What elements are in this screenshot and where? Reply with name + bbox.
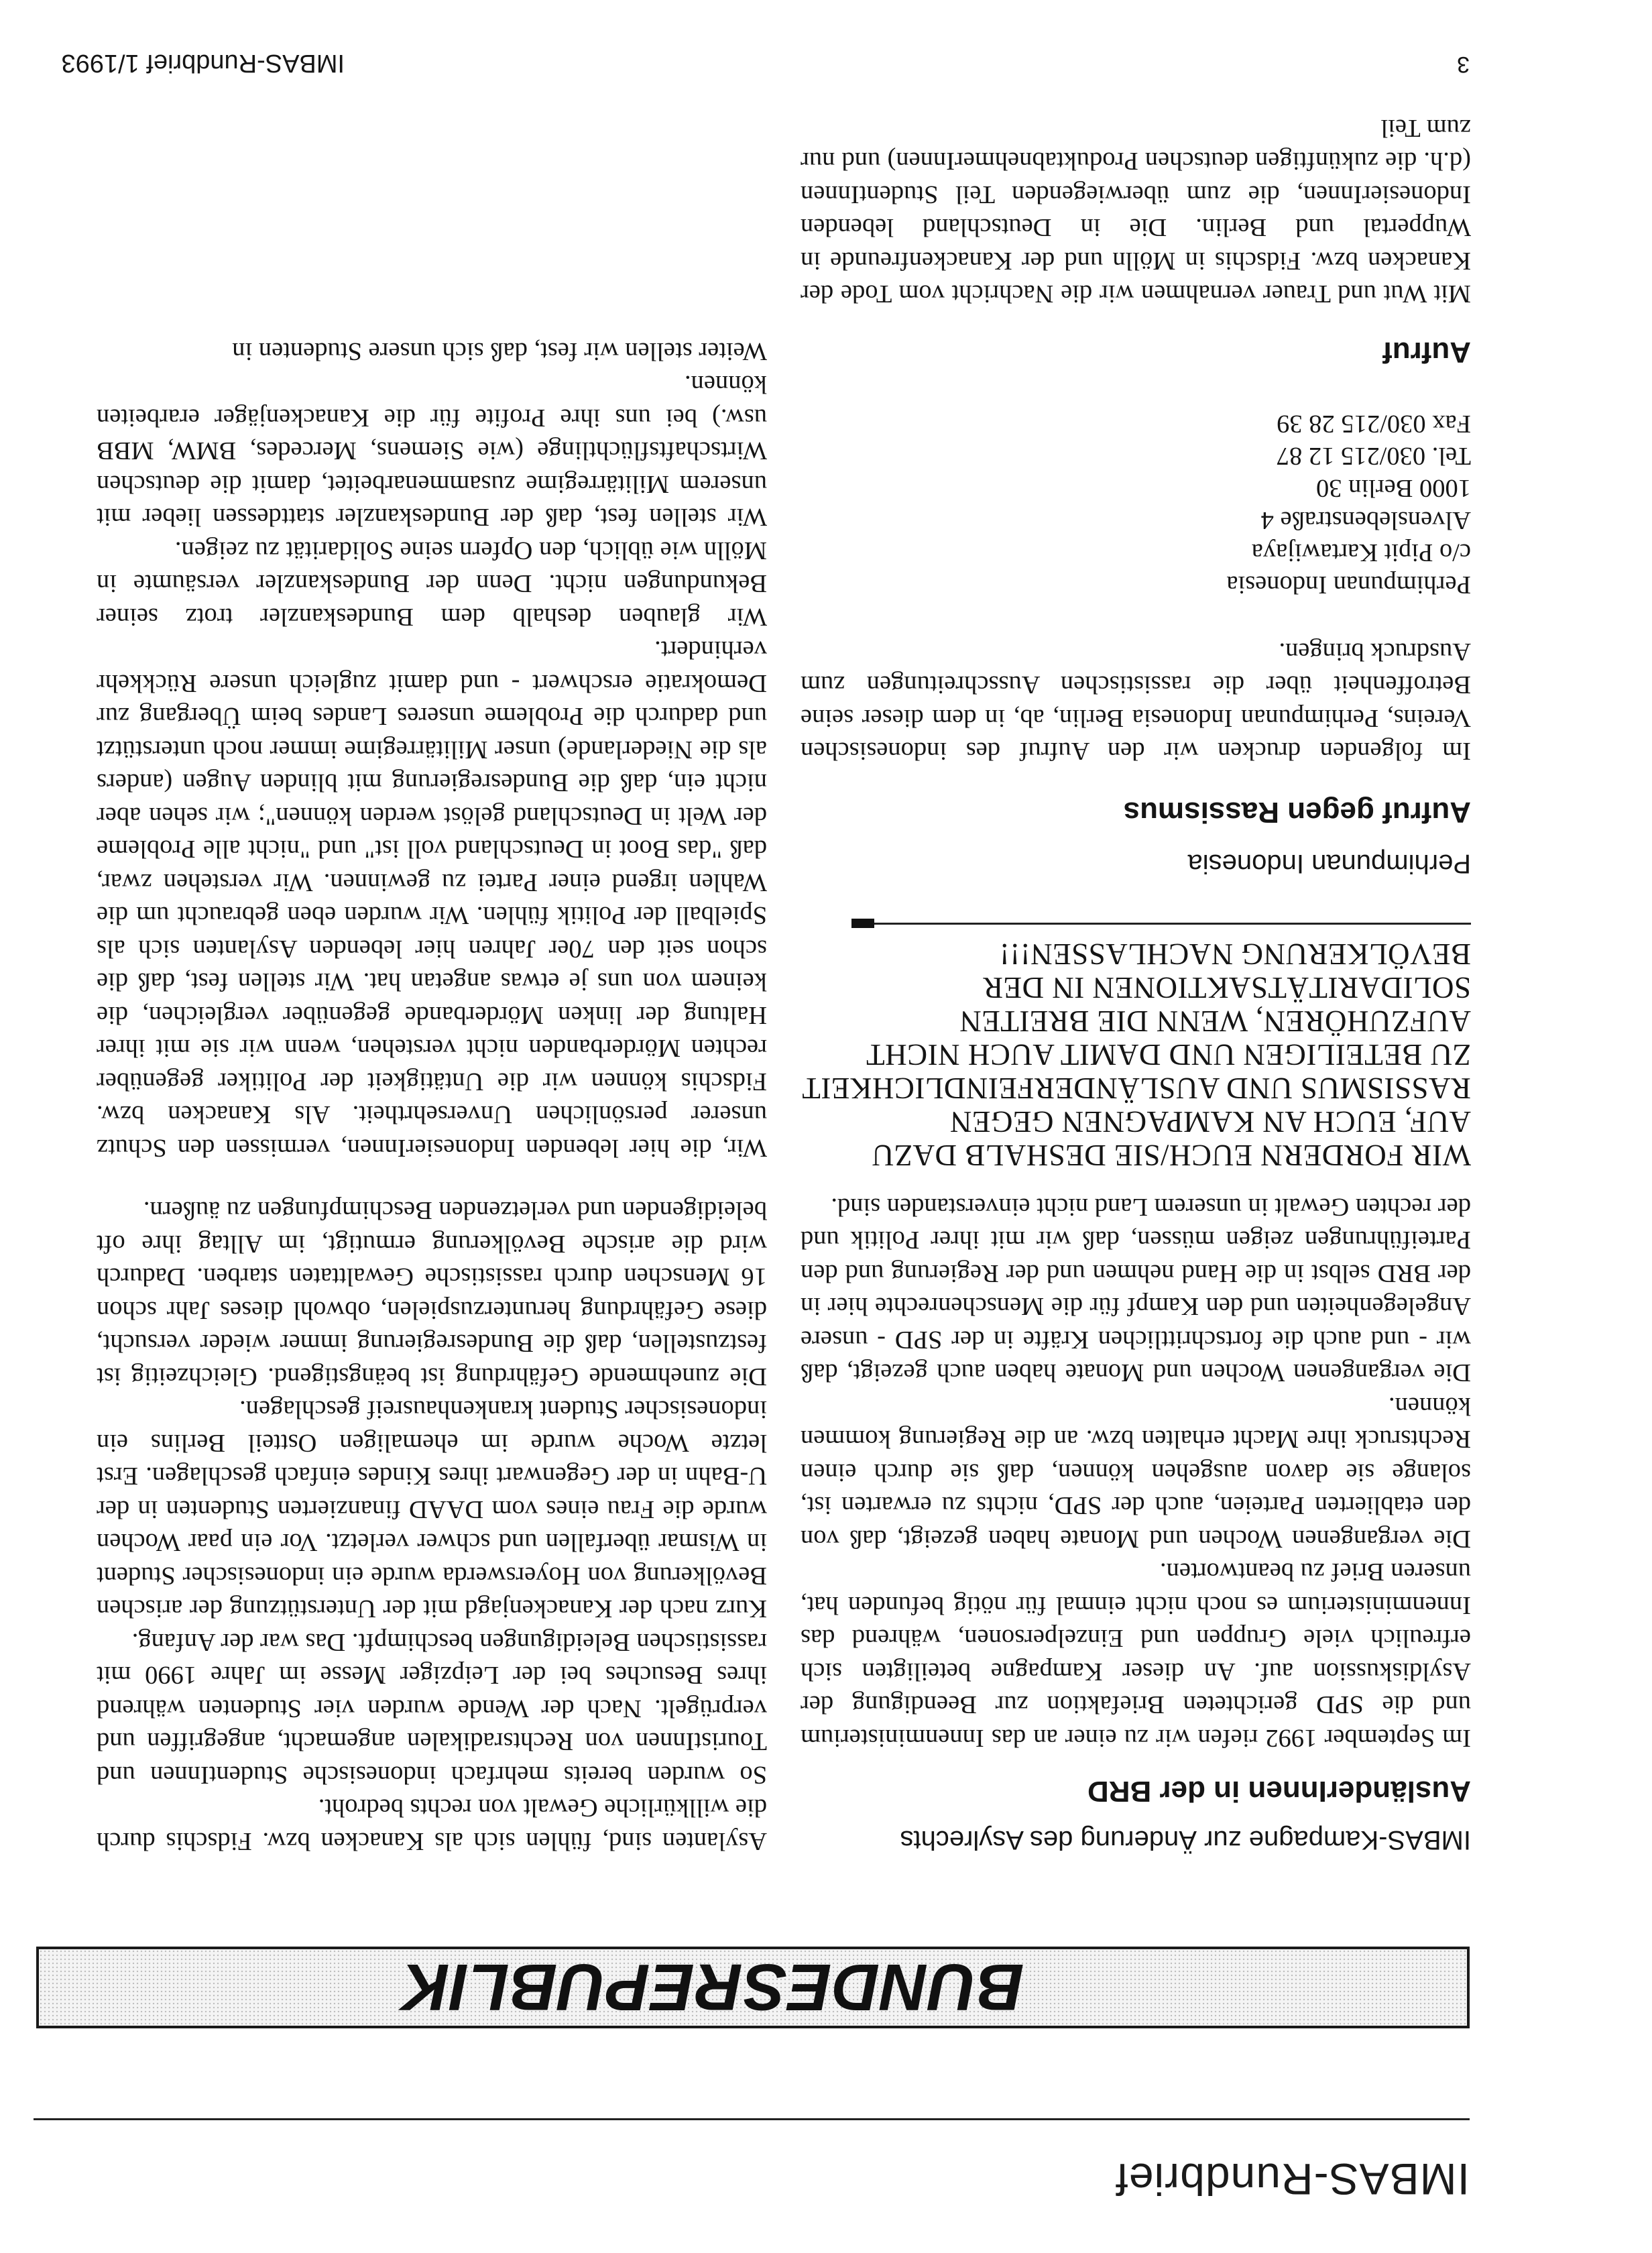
article2-kicker: Perhimpunan Indonesia <box>1187 849 1471 879</box>
address-line: Alvenslebenstraße 4 <box>1260 506 1471 535</box>
aufruf-subhead: Aufruf <box>1382 336 1471 369</box>
aufruf-paragraph: So wurden bereits mehrfach indonesische StudentInnen und TouristInnen von Rechtsradikalen angemacht, angegriffen und verprügelt. Nach der Wende wurden vier Studenten während ihres Besuches bei der Leipziger Messe im Jahre 1990 mit rassistischen Beleidigungen beschimpft. Das war der Anfang. <box>97 1628 767 1789</box>
aufruf-paragraph: Wir stellen fest, daß der Bundeskanzler stattdessen lieber mit unserem Militärregime zusammenarbeitet, damit die deutschen Wirtschaftsflüchtlinge (wie Siemens, Mercedes, BMW, MBB usw.) bei uns ihre Profite für die Kanackenjäger erarbeiten können. <box>97 370 767 532</box>
address-line: Fax 030/215 28 39 <box>1277 410 1471 439</box>
issue-footer: IMBAS-Rundbrief 1/1993 <box>61 49 345 77</box>
address-line: 1000 Berlin 30 <box>1316 474 1471 503</box>
article1-callout: WIR FORDERN EUCH/SIE DESHALB DAZU AUF, EUCH AN KAMPAGNEN GEGEN RASSISMUS UND AUSLÄNDERFEINDLICHKEIT ZU BETEILIGEN UND DAMIT AUCH NICHT AUFZUHÖREN, WENN DIE BREITEN SOLIDARITÄTSAKTIONEN IN DER BEVÖLKERUNG NACHLASSEN!!! <box>802 937 1471 1173</box>
banner-text: BUNDESREPUBLIK <box>401 1951 1024 2025</box>
aufruf-paragraph: Kurz nach der Kanackenjagd mit der Unterstützung der arischen Bevölkerung von Hoyerswerda wurde ein indonesischer Student in Wismar überfallen und schwer verletzt. Vor ein paar Wochen wurde die Frau eines vom DAAD finanzierten Studenten in der U-Bahn in der Gegenwart ihres Kindes einfach geschlagen. Erst letzte Woche wurde im ehemaligen Ostteil Berlins ein indonesischer Student krankenhausreif geschlagen. <box>97 1395 767 1623</box>
page-number: 3 <box>1457 52 1470 77</box>
address-line: Perhimpunan Indonesia <box>1226 571 1471 599</box>
masthead-title: IMBAS-Rundbrief <box>1115 2154 1470 2204</box>
right-column <box>97 335 767 1858</box>
article2-title: Aufruf gegen Rassismus <box>1123 796 1471 829</box>
left-column <box>801 111 1471 1858</box>
article1-paragraph: Im September 1992 riefen wir zu einer an das Innenministerium und die SPD gerichteten Briefaktion zur Beendigung der Asyldiskussion auf. An dieser Kampagne beteiligten sich erfreulich viele Gruppen und Einzelpersonen, während das Innenministerium es noch nicht einmal für nötig befunden hat, unseren Brief zu beantworten. <box>801 1558 1471 1752</box>
aufruf-paragraph: Mit Wut und Trauer vernahmen wir die Nachricht vom Tode der Kanacken bzw. Fidschis in Mölln und der Kanackenfreunde in Wuppertal und Berlin. Die in Deutschland lebenden IndonesierInnen, die zum überwiegenden Teil StudentInnen (d.h. die zukünftigen deutschen ProduktabnehmerInnen) und nur zum Teil <box>801 114 1471 308</box>
section-banner <box>36 1947 1470 2028</box>
aufruf-paragraph: Weiter stellen wir fest, daß sich unsere Studenten in <box>232 337 767 365</box>
article1-paragraph: Die vergangenen Wochen und Monate haben gezeigt, daß von den etablierten Parteien, auch der SPD, nichts zu erwarten ist, solange sie davon ausgehen können, daß sie durch einen Rechtsruck ihre Macht erhalten bzw. an die Regierung kommen können. <box>801 1392 1471 1553</box>
aufruf-paragraph: Die zunehmende Gefährdung ist beängstigend. Gleichzeitig ist festzustellen, daß die Bundesregierung immer wieder versucht, diese Gefährdung herunterzuspielen, obwohl dieses Jahr schon 16 Menschen durch rassistische Gewalttaten starben. Dadurch wird die arische Bevölkerung ermutigt, im Alltag ihre oft beleidigenden und verletzenden Beschimpfungen zu äußern. <box>97 1196 767 1391</box>
callout-rule-line <box>874 923 1471 925</box>
article1-title: AusländerInnen in der BRD <box>1087 1775 1471 1808</box>
address-line: c/o Pipit Kartawijaya <box>1251 538 1471 567</box>
article1-kicker: IMBAS-Kampagne zur Änderung des Asylrechts <box>900 1825 1471 1855</box>
masthead-rule <box>34 2118 1470 2120</box>
aufruf-paragraph: Wir glauben deshalb dem Bundeskanzler trotz seiner Bekundungen nicht. Denn der Bundeskanzler versäumte in Mölln wie üblich, den Opfern seine Solidarität zu zeigen. <box>97 536 767 631</box>
article2-intro: Im folgenden drucken wir den Aufruf des indonesischen Vereins, Perhimpunan Indonesia Berlin, ab, in dem dieser seine Betroffenheit über die rassistischen Ausschreitungen zum Ausdruck bringen. <box>801 638 1471 766</box>
aufruf-paragraph: Asylanten sind, fühlen sich als Kanacken bzw. Fidschis durch die willkürliche Gewalt von rechts bedroht. <box>97 1794 767 1855</box>
contact-address <box>801 408 1471 601</box>
rule-end-marker <box>851 919 874 929</box>
aufruf-paragraph: Wir, die hier lebenden IndonesierInnen, vermissen den Schutz unserer persönlichen Unversehrtheit. Als Kanacken bzw. Fidschis können wir die Untätigkeit der Politiker gegenüber rechten Mörderbanden nicht verstehen, wenn wir sie mit ihrer Haltung der linken Mörderbande gegenüber vergleichen, die keinem von uns je etwas angetan hat. Wir stellen fest, daß die schon seit den 70er Jahren hier lebenden Asylanten sich als Spielball der Politik fühlen. Wir wurden eben gebraucht um die Wahlen irgend einer Partei zu gewinnen. Wir verstehen zwar, daß "das Boot in Deutschland voll ist" und "nicht alle Probleme der Welt in Deutschland gelöst werden können"; wir sehen aber nicht ein, daß die Bundesregierung mit blinden Augen (anders als die Niederlande) unser Militärregime immer noch unterstützt und dadurch die Probleme unseres Landes beim Übergang zur Demokratie erschwert - und damit zugleich unsere Rückkehr verhindert. <box>97 636 767 1162</box>
article1-paragraph: Die vergangenen Wochen und Monate haben auch gezeigt, daß wir - und auch die fortschrittlichen Kräfte in der SPD - unsere Angelegenheiten und den Kampf für die Menschenrechte hier in der BRD selbst in die Hand nehmen und der Regierung und den Parteiführungen zeigen müssen, daß wir mit ihrer Politik und der rechten Gewalt in unserem Land nicht einverstanden sind. <box>801 1193 1471 1387</box>
callout-rule <box>801 919 1471 929</box>
address-line: Tel. 030/215 12 87 <box>1276 442 1471 471</box>
